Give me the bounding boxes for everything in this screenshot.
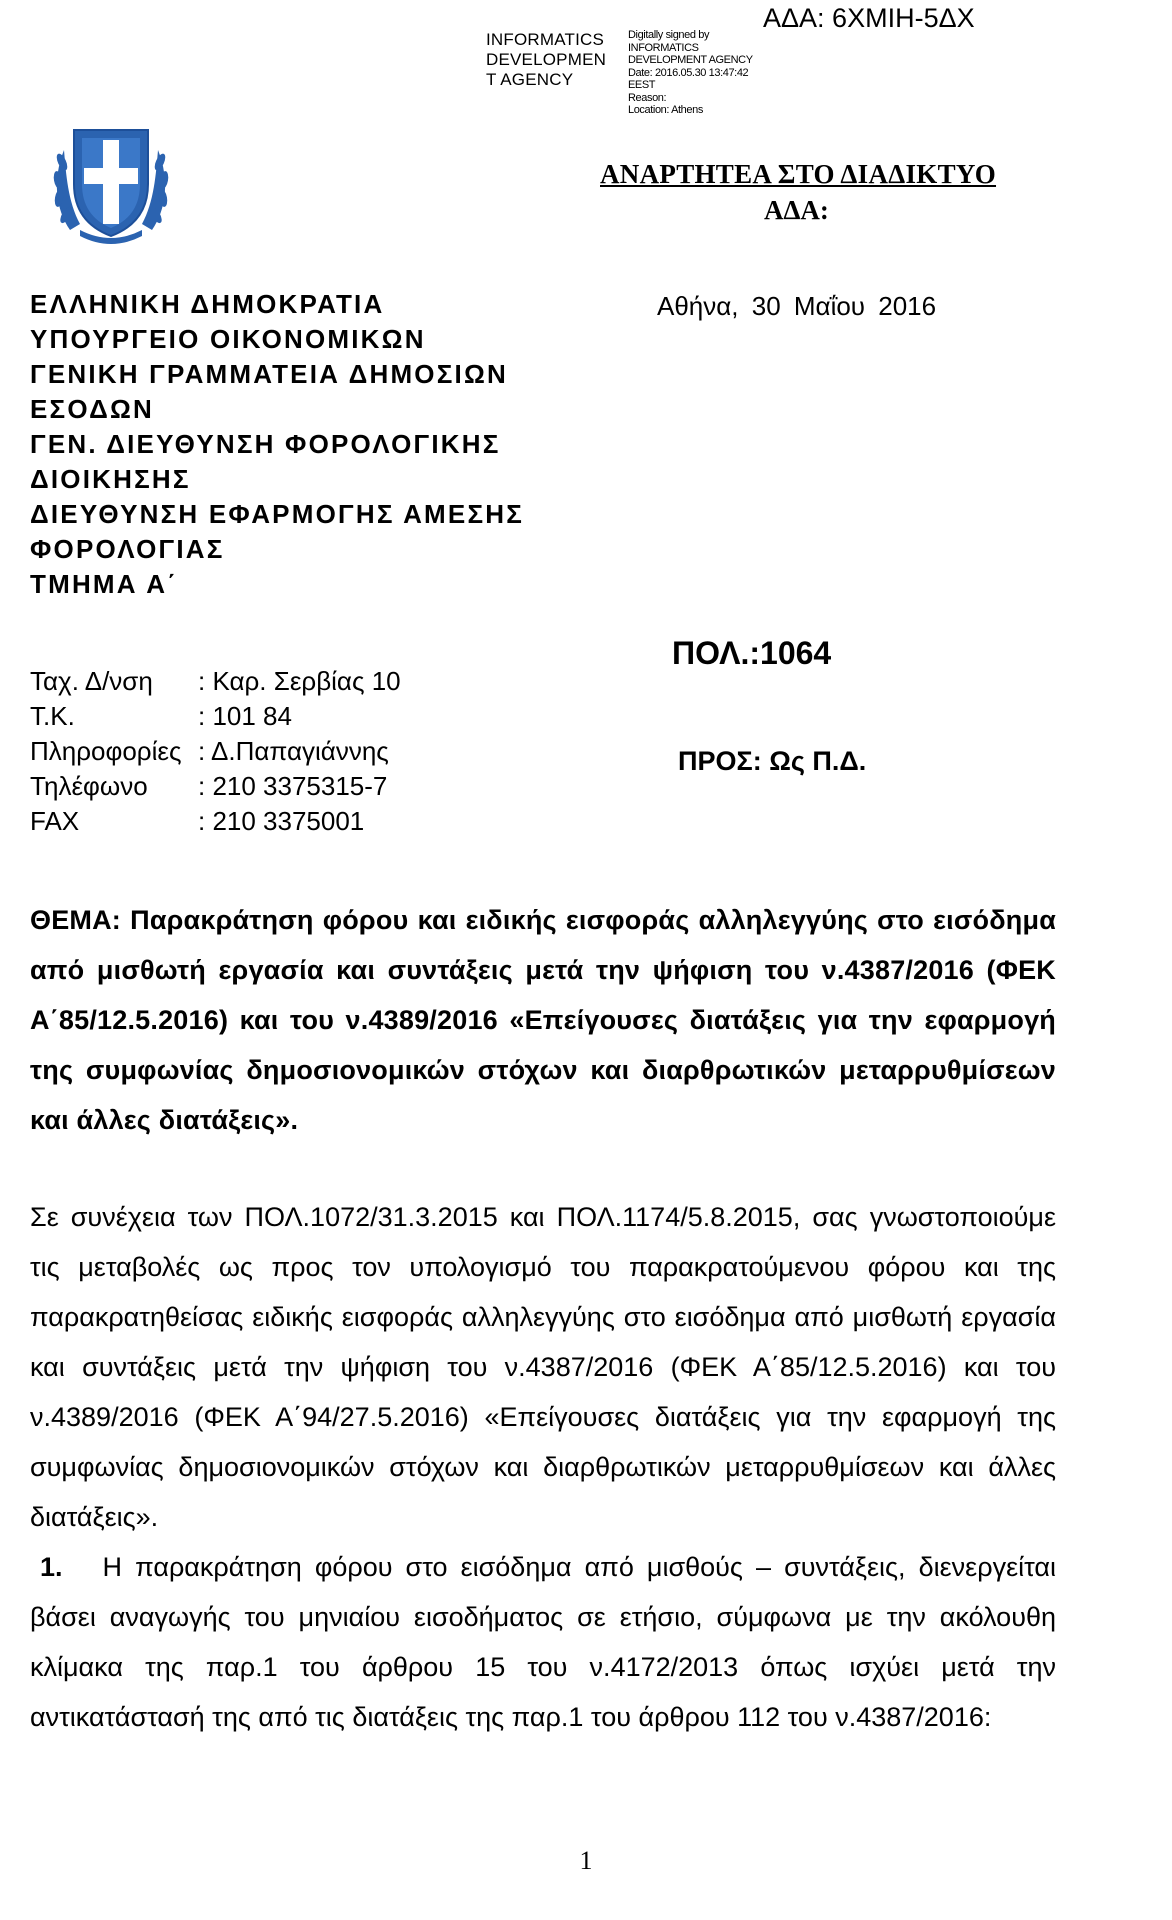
- issuer-line: ΓΕΝΙΚΗ ΓΡΑΜΜΑΤΕΙΑ ΔΗΜΟΣΙΩΝ: [30, 359, 508, 389]
- contact-row: [30, 664, 401, 699]
- issuer-line: ΕΣΟΔΩΝ: [30, 394, 154, 424]
- contact-row: [30, 734, 401, 769]
- signature-meta-line: Reason:: [628, 91, 667, 104]
- posting-notice-title: ΑΝΑΡΤΗΤΕΑ ΣΤΟ ΔΙΑΔΙΚΤΥΟ: [600, 159, 997, 189]
- signature-details: [628, 29, 768, 117]
- contact-value: : Δ.Παπαγιάννης: [198, 736, 389, 766]
- issuer-header: [30, 287, 550, 602]
- contact-value: : 210 3375315-7: [198, 771, 388, 801]
- contact-value: : 101 84: [198, 701, 292, 731]
- issuer-line: ΓΕΝ. ΔΙΕΥΘΥΝΣΗ ΦΟΡΟΛΟΓΙΚΗΣ: [30, 429, 501, 459]
- contact-value: : Καρ. Σερβίας 10: [198, 666, 401, 696]
- signature-org-line: T AGENCY: [486, 70, 574, 89]
- page-number: 1: [579, 1846, 593, 1875]
- signature-meta-line: DEVELOPMENT AGENCY: [628, 54, 753, 66]
- item-text: Η παρακράτηση φόρου στο εισόδημα από μισθούς – συντάξεις, διενεργείται βάσει αναγωγής του μηνιαίου εισοδήματος σε ετήσιο, σύμφωνα με την ακόλουθη κλίμακα της παρ.1 του άρθρου 15 του ν.4172/2013 όπως ισχύει μετά την αντικατάστασή της από τις διατάξεις της παρ.1 του άρθρου 112 του ν.4387/2016:: [30, 1552, 1056, 1732]
- contact-row: [30, 699, 401, 734]
- issuer-line: ΕΛΛΗΝΙΚΗ ΔΗΜΟΚΡΑΤΙΑ: [30, 289, 385, 319]
- posting-notice-ada: ΑΔΑ:: [764, 195, 829, 225]
- coat-of-arms-icon: [50, 118, 172, 250]
- signature-meta-line: Location: Athens: [628, 104, 703, 116]
- signature-meta-line: Digitally signed by: [628, 29, 710, 41]
- contact-value: : 210 3375001: [198, 806, 365, 836]
- issuer-line: ΔΙΟΙΚΗΣΗΣ: [30, 464, 191, 494]
- contact-row: [30, 769, 401, 804]
- contact-details: [30, 664, 401, 839]
- contact-label: Πληροφορίες: [30, 736, 182, 766]
- ada-code: ΑΔΑ: 6ΧΜΙΗ-5ΔΧ: [763, 3, 975, 33]
- contact-label: Τ.Κ.: [30, 701, 75, 731]
- place-date: Αθήνα, 30 Μαΐου 2016: [657, 291, 937, 321]
- signature-meta-line: Date: 2016.05.30 13:47:42: [628, 66, 749, 79]
- contact-label: FAX: [30, 806, 80, 836]
- signature-meta-line: EEST: [628, 79, 656, 91]
- paragraph: Σε συνέχεια των ΠΟΛ.1072/31.3.2015 και ΠΟΛ.1174/5.8.2015, σας γνωστοποιούμε τις μεταβολές ως προς τον υπολογισμό του παρακρατούμενου φόρου και της παρακρατηθείσας ειδικής εισφοράς αλληλεγγύης στο εισόδημα από μισθωτή εργασία και συντάξεις μετά την ψήφιση του ν.4387/2016 (ΦΕΚ Α΄85/12.5.2016) και του ν.4389/2016 (ΦΕΚ Α΄94/27.5.2016) «Επείγουσες διατάξεις για την εφαρμογή της συμφωνίας δημοσιονομικών στόχων και διαρθρωτικών μεταρρυθμίσεων και άλλες διατάξεις».: [30, 1202, 1056, 1532]
- signature-meta-line: INFORMATICS: [628, 41, 699, 54]
- recipients: ΠΡΟΣ: Ως Π.Δ.: [678, 746, 867, 776]
- numbered-item: [30, 1542, 1056, 1742]
- issuer-line: ΦΟΡΟΛΟΓΙΑΣ: [30, 534, 225, 564]
- signature-org-line: INFORMATICS: [486, 30, 605, 49]
- issuer-line: ΥΠΟΥΡΓΕΙΟ ΟΙΚΟΝΟΜΙΚΩΝ: [30, 324, 426, 354]
- document-body: [30, 1192, 1056, 1742]
- subject: ΘΕΜΑ: Παρακράτηση φόρου και ειδικής εισφοράς αλληλεγγύης στο εισόδημα από μισθωτή εργασία και συντάξεις μετά την ψήφιση του ν.4387/2016 (ΦΕΚ Α΄85/12.5.2016) και του ν.4389/2016 «Επείγουσες διατάξεις για την εφαρμογή της συμφωνίας δημοσιονομικών στόχων και διαρθρωτικών μεταρρυθμίσεων και άλλες διατάξεις».: [30, 905, 1056, 1135]
- contact-label: Ταχ. Δ/νση: [30, 666, 153, 696]
- item-number: 1.: [40, 1552, 63, 1582]
- signature-org-line: DEVELOPMEN: [486, 50, 607, 69]
- contact-row: [30, 804, 401, 839]
- issuer-line: ΤΜΗΜΑ Α΄: [30, 569, 179, 599]
- issuer-line: ΔΙΕΥΘΥΝΣΗ ΕΦΑΡΜΟΓΗΣ ΑΜΕΣΗΣ: [30, 499, 525, 529]
- circular-number: ΠΟΛ.:1064: [672, 635, 832, 671]
- contact-label: Τηλέφωνο: [30, 771, 148, 801]
- signature-organization: [486, 30, 631, 90]
